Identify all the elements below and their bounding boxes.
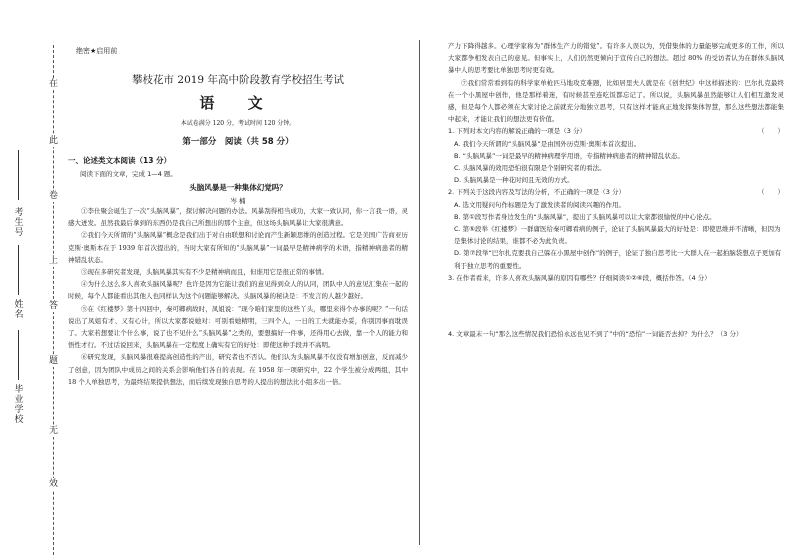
- answer-area[interactable]: [448, 284, 784, 328]
- article-paragraph: ①李仕聚会诞生了一次“头脑风暴”，探讨解决问题的办法。风暴刮得相当成功，大家一致认同，你一言我一语，灵感大迸发。虽然我最后拿到的东西仍是我自己所想出的那个主意，但这场头脑风暴让大家很满意。: [68, 207, 408, 228]
- seal-char: 效: [49, 479, 59, 489]
- question-1: [448, 125, 784, 186]
- seal-char: 此: [49, 136, 59, 146]
- article-paragraph: ②我们今天所谓的“头脑风暴”概念是我们出于对自由联想和讨论而产生新颖思维的创造过程。它是美国广告商亚历克斯·奥斯本在于 1939 年首次提出的，当时大家有所知的“头脑风暴”一词最早是精神病学的术语，指精神病患者的精神错乱状态。: [68, 231, 408, 264]
- secret-label: 绝密★启用前: [76, 47, 118, 55]
- exam-title: 攀枝花市 2019 年高中阶段教育学校招生考试: [132, 74, 344, 86]
- answer-bracket: （ ）: [758, 127, 784, 136]
- question-stem-text: 1. 下列对本文内容的解说正确的一项是（3 分）: [448, 127, 586, 136]
- question-stem: 3. 在作者看来，许多人喜欢头脑风暴的原因有哪些？仔细阅读①②⑥段，概括作答。（4 分）: [448, 273, 711, 282]
- seal-char: 无: [49, 426, 59, 436]
- article-paragraph: ④为什么这么多人喜欢头脑风暴呢？也许是因为它能让我们的意见得到众人的认同，团队中人的意见汇集在一起的时候，每个人都能看出其他人也同样认为这个问题能够解决。头脑风暴的秘诀是：不发言的人越少越好。: [68, 280, 408, 301]
- column-divider: [419, 40, 420, 545]
- school-label: 毕业学校: [14, 385, 24, 425]
- subject-title: 语 文: [199, 94, 277, 112]
- seal-char: 题: [49, 356, 59, 366]
- part-title: 第一部分 阅读（共 58 分）: [182, 137, 294, 147]
- left-column: [68, 40, 408, 388]
- option-c: C. 头脑风暴的效用恐怕很有限是个别研究者的看法。: [454, 164, 606, 173]
- question-4: [448, 328, 784, 384]
- seal-char: 卷: [49, 191, 59, 201]
- article-paragraph: ⑥研究发现，头脑风暴很难提高创造性的产出，研究者也不否认。他们认为头脑风暴不仅没有增加创意，反而减少了创意，因为团队中成员之间的关系会影响他们各自的表现。在 1958 年一项研究中，22 个学生被分成两组，其中 18 个人单独思考，为最终结果提供想法，而后续发现独自思考的人提出的想法比小组多出一倍。: [68, 353, 408, 386]
- article-paragraph: ⑤在《红楼梦》第十四回中，秦可卿病故时，凤姐说：“现今咱们家里的这些丫头，哪里来得个办事的呢？”一句话说出了凤姐有才、又有心计，所以大家都说她对：可别看她精明，三四个人，一日的工夫就能办妥，你别因事而耽误了。大家若想要让个什么事，说了也不见什么“头脑风暴”之类的，要想搞好一件事，还得用心去做，靠一个人的能力和悟性才行。不过话说回来，头脑风暴在一定程度上确实有它的好处：即使这种手段并不高明。: [68, 304, 408, 350]
- option-b: B. 第①段写作者身边发生的“头脑风暴”，提出了头脑风暴可以让大家都很愉悦的中心论点。: [454, 212, 716, 221]
- question-3: [448, 272, 784, 328]
- seal-char: 答: [49, 301, 59, 311]
- question-stem: 4. 文章最末一句“那么这些情况我们恐怕永远也见不到了”中的“恐怕”一词能否去掉？为什么？（3 分）: [448, 330, 743, 339]
- question-stem-text: 2. 下列关于这段内容及写法的分析，不正确的一项是（3 分）: [448, 188, 625, 197]
- option-b: B. “头脑风暴”一词是最早的精神病理学用语，专指精神病患者的精神错乱状态。: [454, 151, 684, 160]
- option-a: A. 我们今天所谓的“头脑风暴”是由国外历克斯·奥斯本首次提出。: [454, 139, 641, 148]
- article-paragraph: ⑦我们常常看到有的科学家单枪匹马地攻克难题，比如居里夫人就是在《创世纪》中这样描述的：巴尔扎克最终在一个小黑屋中创作，他是那样着迷，有时候甚至连吃饭都忘记了。所以说，头脑风暴虽然能够让人们相互激发灵感，但是每个人都必须在大家讨论之前就充分地独立思考，只有这样才能真正地发挥集体智慧，那么这些想法都能集中起来，才能让我们的想法更有价值。: [448, 78, 784, 124]
- school-line: [18, 330, 19, 380]
- seal-char: 上: [49, 256, 59, 266]
- seal-char: 在: [49, 79, 59, 89]
- article-author: 岑 楠: [230, 197, 246, 205]
- option-a: A. 选文用疑问句作标题是为了激发读者的阅读兴趣的作用。: [454, 200, 625, 209]
- score-note: 本试卷满分 120 分，考试时间 120 分钟。: [180, 120, 296, 127]
- binding-margin: [0, 0, 68, 560]
- answer-area[interactable]: [448, 340, 784, 384]
- answer-bracket: （ ）: [758, 188, 784, 197]
- right-column: [448, 40, 784, 384]
- option-c: C. 第⑤段举《红楼梦》一群庸医给秦可卿看病的例子，论证了头脑风暴最大的好处是：即使思维并不清晰，但因为是集体讨论的结果，谁都不必为此负责。: [454, 225, 781, 246]
- question-2: [448, 186, 784, 271]
- question-stem: [448, 186, 784, 198]
- exam-number-label: 考生号: [14, 208, 24, 238]
- name-label: 姓名: [14, 300, 24, 320]
- option-d: D. 第⑦段举“巴尔扎克要我自己躲在小黑屋中创作”的例子，论证了独自思考比一大群人在一起拍脑袋想点子更加有利于独立思考的重要性。: [454, 249, 782, 270]
- article-paragraph: ③现在多研究者发现，头脑风暴其实有不少是精神病而且，但谁用它是很正常的事情。: [81, 268, 328, 277]
- name-line: [18, 245, 19, 295]
- option-d: D. 头脑风暴是一种花时间且无效的方式。: [454, 176, 574, 185]
- question-stem: [448, 125, 784, 137]
- section-title: 一、论述类文本阅读（13 分）: [68, 156, 172, 165]
- article-title: 头脑风暴是一种集体幻觉吗？: [189, 183, 287, 192]
- instruction: 阅读下面的文章，完成 1—4 题。: [80, 170, 177, 178]
- article-paragraph: 产力下降得越多。心理学家称为“群体生产力的错觉”。有许多人误以为，凭借集体的力量能够完成更多的工作，所以大家都争相发表自己的意见。但事实上，人们仍然更倾向于宣传自己的想法。超过 80% 的受访者认为在群体头脑风暴中人的思考要比单独思考时更有效。: [448, 42, 784, 75]
- exam-number-line: [18, 150, 19, 200]
